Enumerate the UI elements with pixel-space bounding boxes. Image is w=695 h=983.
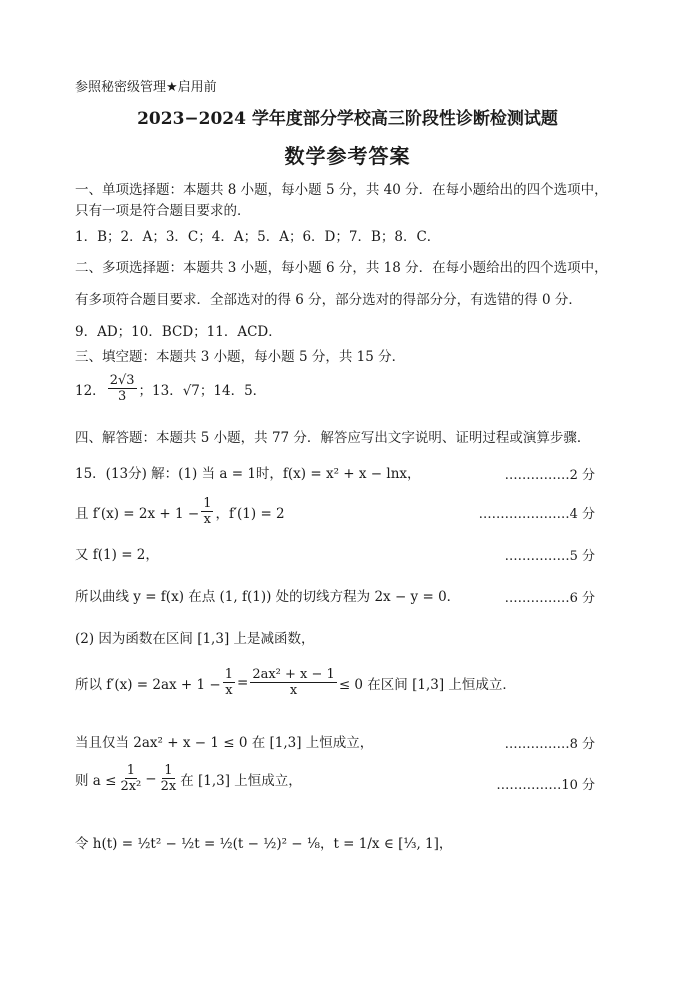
fraction-denominator: 2x [160,779,177,794]
q15-part2-intro: (2) 因为函数在区间 [1,3] 上是减函数， [75,631,315,647]
q12-numerator: 2√3 [109,373,135,388]
fraction-quadratic [250,667,336,698]
q15-line8-a: 则 a ≤ [75,772,117,789]
q15-line1: 15．(13分) 解：(1) 当 a = 1时，f(x) = x² + x − lnx， [75,466,421,482]
fraction-numerator: 1 [203,496,212,511]
q15-line6-eq: = [237,674,249,691]
q15-line8 [75,763,302,794]
q12-denominator: 3 [117,389,127,404]
fraction-1-over-x [201,496,213,527]
document-subtitle: 数学参考答案 [284,144,411,168]
fraction-1-over-2x2 [118,763,143,794]
q15-line4: 所以曲线 y = f(x) 在点 (1, f(1)) 处的切线方程为 2x − y = 0． [75,589,461,605]
fraction-1-over-2x [159,763,179,794]
section2-answers: 9．AD；10．BCD；11．ACD． [75,324,282,340]
score-2: ……………2 分 [504,468,595,483]
section3-heading: 三、填空题：本题共 3 小题，每小题 5 分，共 15 分． [75,349,406,365]
q12-fraction [108,373,137,404]
score-6: ……………6 分 [504,591,595,606]
fraction-numerator: 2ax² + x − 1 [252,667,335,682]
section2-heading: 二、多项选择题：本题共 3 小题，每小题 6 分，共 18 分．在每小题给出的四个选项中， [75,260,608,276]
fraction-numerator: 1 [164,763,173,778]
section2-heading-cont: 有多项符合题目要求．全部选对的得 6 分，部分选对的得部分分，有选错的得 0 分． [75,292,582,308]
section3-answers [75,373,266,404]
fraction-1-over-x-2 [223,667,235,698]
q15-line6 [75,667,516,698]
score-10: ……………10 分 [496,778,595,793]
document-title: 2023−2024 学年度部分学校高三阶段性诊断检测试题 [137,109,558,129]
q15-line3: 又 f(1) = 2， [75,547,159,563]
q12-label: 12． [75,382,106,399]
q15-line7: 当且仅当 2ax² + x − 1 ≤ 0 在 [1,3] 上恒成立， [75,735,374,751]
section1-answers: 1．B；2．A；3．C；4．A；5．A；6．D；7．B；8．C． [75,229,441,245]
fraction-numerator: 1 [224,667,234,682]
fraction-denominator: x [203,512,211,527]
q15-line6-a: 所以 f′(x) = 2ax + 1 − [75,676,221,693]
score-5: ……………5 分 [504,549,595,564]
q15-line8-b: 在 [1,3] 上恒成立， [180,772,302,789]
q15-line6-c: ≤ 0 在区间 [1,3] 上恒成立． [338,676,516,693]
q15-line9: 令 h(t) = ½t² − ½t = ½(t − ½)² − ⅛，t = 1/x ∈ [⅓, 1]， [75,836,453,852]
score-4: …………………4 分 [478,507,595,522]
fraction-denominator: x [225,683,233,698]
score-8: ……………8 分 [504,737,595,752]
fraction-numerator: 1 [126,763,135,778]
minus-sign: − [145,770,157,787]
confidential-label: 参照秘密级管理★启用前 [75,80,217,95]
q13-q14-answers: ；13．√7；14．5． [138,382,267,399]
section4-heading: 四、解答题：本题共 5 小题，共 77 分．解答应写出文字说明、证明过程或演算步骤． [75,430,591,446]
fraction-denominator: x [289,683,298,698]
q15-line2-b: ，f′(1) = 2 [215,505,285,522]
section1-heading-cont: 只有一项是符合题目要求的． [75,203,251,219]
q15-line2-a: 且 f′(x) = 2x + 1 − [75,505,200,522]
q15-line2 [75,496,285,527]
section1-heading: 一、单项选择题：本题共 8 小题，每小题 5 分，共 40 分．在每小题给出的四个选项中， [75,182,608,198]
fraction-denominator: 2x² [120,779,142,794]
